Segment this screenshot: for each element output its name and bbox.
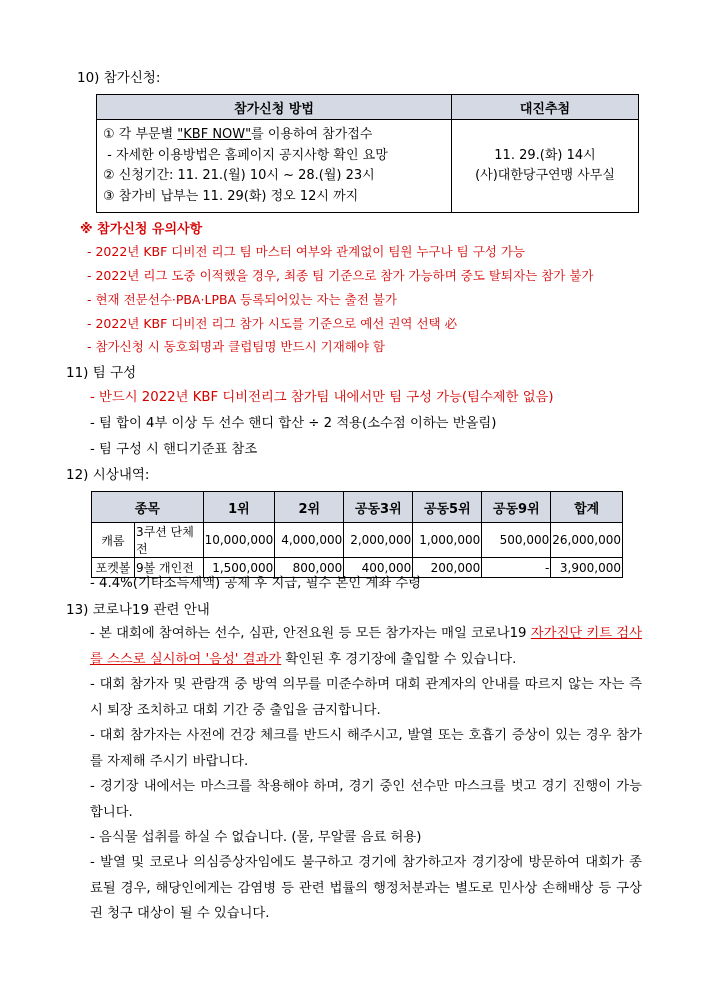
registration-table (96, 94, 639, 213)
prize-cell: 3쿠션 단체전 (135, 523, 204, 558)
prize-header-5th: 공동5위 (413, 492, 482, 523)
prize-header-1st: 1위 (203, 492, 275, 523)
note-item: - 참가신청 시 동호회명과 클럽팀명 반드시 기재해야 함 (87, 339, 385, 354)
covid-paragraph: - 대회 참가자는 사전에 건강 체크를 반드시 해주시고, 발열 또는 호흡기 증상이 있는 경우 참가를 자제해 주시기 바랍니다. (90, 728, 642, 769)
section-11-heading: 11) 팀 구성 (66, 365, 137, 381)
section-12-heading: 12) 시상내역: (66, 467, 150, 483)
team-item: - 반드시 2022년 KBF 디비전리그 참가팀 내에서만 팀 구성 가능(팀수제한 없음) (90, 390, 554, 405)
draw-cell (452, 120, 639, 213)
prize-cell: 포켓볼 (92, 558, 135, 578)
notes-title: ※ 참가신청 유의사항 (80, 222, 203, 237)
prize-cell: 200,000 (413, 558, 482, 578)
prize-cell: 4,000,000 (275, 523, 344, 558)
section-13-heading: 13) 코로나19 관련 안내 (66, 602, 210, 618)
prize-header-2nd: 2위 (275, 492, 344, 523)
covid-paragraph: - 경기장 내에서는 마스크를 착용해야 하며, 경기 중인 선수만 마스크를 벗고 경기 진행이 가능합니다. (90, 779, 642, 820)
covid-paragraph-1: - 본 대회에 참여하는 선수, 심판, 안전요원 등 모든 참가자는 매일 코로나19 자가진단 키트 검사를 스스로 실시하여 '음성' 결과가 확인된 후 경기장에 출입할 수 있습니다. (90, 626, 642, 667)
method-line-1: ① 각 부문별 "KBF NOW"를 이용하여 참가접수 (103, 127, 373, 142)
prize-table (91, 491, 623, 578)
prize-cell: 2,000,000 (344, 523, 413, 558)
draw-header: 대진추첨 (452, 95, 639, 120)
prize-cell: 400,000 (344, 558, 413, 578)
prize-header-9th: 공동9위 (482, 492, 551, 523)
section-10-heading: 10) 참가신청: (77, 70, 161, 86)
prize-header-total: 합계 (551, 492, 623, 523)
covid-paragraph: - 발열 및 코로나 의심증상자임에도 불구하고 경기에 참가하고자 경기장에 방문하여 대회가 종료될 경우, 해당인에게는 감염병 등 관련 법률의 행정처분과는 별도로 민사상 손해배상 등 구상권 청구 대상이 될 수 있습니다. (90, 855, 642, 921)
registration-method-header: 참가신청 방법 (97, 95, 452, 120)
prize-cell: 캐롬 (92, 523, 135, 558)
method-line-3: ② 신청기간: 11. 21.(월) 10시 ~ 28.(월) 23시 (103, 168, 375, 183)
prize-cell: 1,500,000 (203, 558, 275, 578)
prize-cell: 1,000,000 (413, 523, 482, 558)
prize-header-category: 종목 (92, 492, 204, 523)
covid-paragraph: - 대회 참가자 및 관람객 중 방역 의무를 미준수하며 대회 관계자의 안내를 따르지 않는 자는 즉시 퇴장 조치하고 대회 기간 중 출입을 금지합니다. (90, 677, 642, 718)
prize-note: - 4.4%(기타소득세액) 공제 후 지급, 필수 본인 계좌 수령 (90, 576, 422, 591)
prize-cell: - (482, 558, 551, 578)
method-line-2: - 자세한 이용방법은 홈페이지 공지사항 확인 요망 (103, 147, 388, 163)
prize-cell: 26,000,000 (551, 523, 623, 558)
note-item: - 현재 전문선수·PBA·LPBA 등록되어있는 자는 출전 불가 (87, 292, 397, 307)
team-item: - 팀 합이 4부 이상 두 선수 핸디 합산 ÷ 2 적용(소수점 이하는 반올림) (90, 416, 497, 431)
prize-header-3rd: 공동3위 (344, 492, 413, 523)
registration-method-cell (97, 120, 452, 213)
prize-cell: 800,000 (275, 558, 344, 578)
prize-cell: 10,000,000 (203, 523, 275, 558)
method-line-4: ③ 참가비 납부는 11. 29(화) 정오 12시 까지 (103, 188, 359, 204)
table-row (92, 523, 623, 558)
prize-cell: 9볼 개인전 (135, 558, 204, 578)
draw-line-2: (사)대한당구연맹 사무실 (475, 168, 615, 183)
note-item: - 2022년 KBF 디비전 리그 참가 시도를 기준으로 예선 권역 선택 必 (87, 316, 458, 331)
team-item: - 팀 구성 시 핸디기준표 참조 (90, 442, 258, 457)
prize-cell: 500,000 (482, 523, 551, 558)
covid-paragraph: - 음식물 섭취를 하실 수 없습니다. (물, 무알콜 음료 허용) (90, 830, 422, 845)
prize-cell: 3,900,000 (551, 558, 623, 578)
note-item: - 2022년 리그 도중 이적했을 경우, 최종 팀 기준으로 참가 가능하며 중도 탈퇴자는 참가 불가 (87, 268, 594, 283)
draw-line-1: 11. 29.(화) 14시 (494, 147, 596, 163)
note-item: - 2022년 KBF 디비전 리그 팀 마스터 여부와 관계없이 팀원 누구나 팀 구성 가능 (87, 244, 525, 259)
